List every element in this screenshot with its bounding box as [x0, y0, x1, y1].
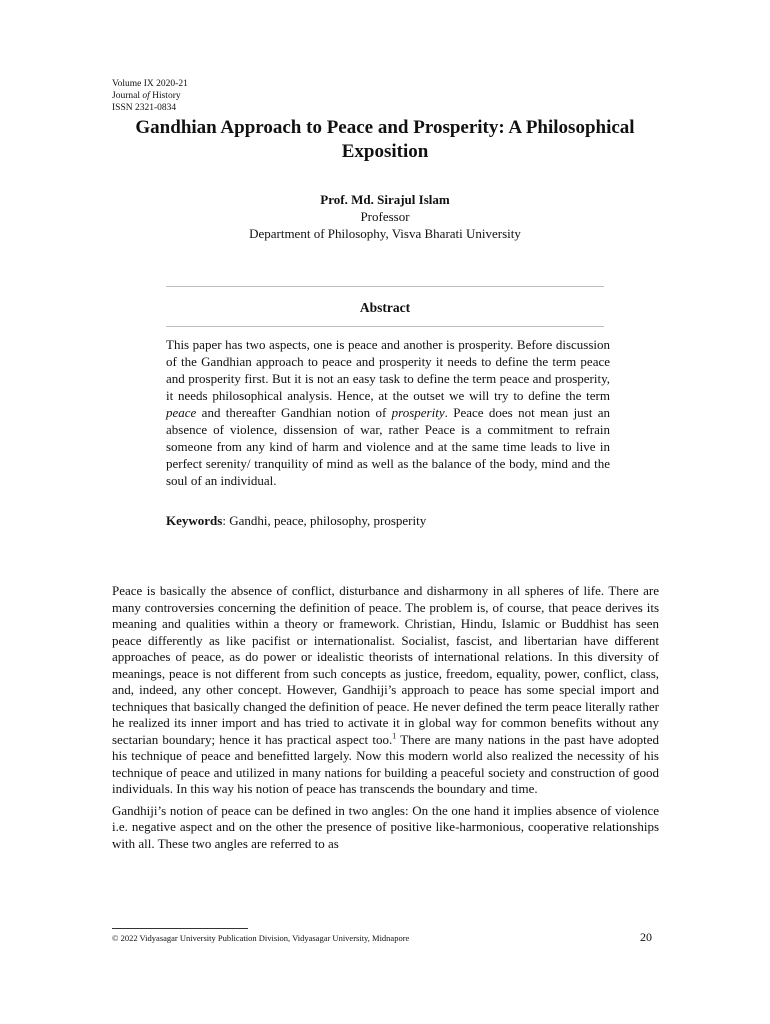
journal-of-text: of [142, 91, 150, 101]
footnote-ref[interactable]: 1 [392, 731, 397, 741]
abstract-heading: Abstract [359, 300, 411, 315]
footnote-rule [112, 928, 248, 929]
journal-name-text: History [149, 91, 181, 101]
journal-line [112, 90, 188, 102]
volume-line: Volume IX 2020-21 [112, 79, 188, 89]
paragraph-span: Peace is basically the absence of conflict, disturbance and disharmony in all spheres of life. There are many controversies concerning the definition of peace. The problem is, of course, that peace derives its meaning and qualities within a theory or framework. Christian, Hindu, Islamic or Buddhist has seen peace differently as like pacifist or internationalist. Socialist, fascist, and libertarian have different approaches of peace, as do power or idealistic theorists of international relations. In this diversity of meanings, peace is not different from such concepts as justice, freedom, equality, power, conflict, class, and, indeed, any other concept. However, Gandhiji’s approach to peace has some special import and techniques that basically changed the definition of peace. He never defined the term peace literally rather he realized its inner import and has tried to activate it in global way for common benefits without any sectarian boundary; hence it has practical aspect too. [112, 583, 659, 747]
keywords-line [166, 512, 610, 529]
footer-copyright: © 2022 Vidyasagar University Publication Division, Vidyasagar University, Midnapore [112, 933, 410, 943]
abstract-span: This paper has two aspects, one is peace and another is prosperity. Before discussion of the Gandhian approach to peace and prosperity it needs to define the term peace and prosperity first. But it is not an easy task to define the term peace and prosperity, it needs philosophical analysis. Hence, at the outset we will try to define the term [166, 337, 610, 403]
journal-text: Journal [112, 91, 143, 101]
paper-title: Gandhian Approach to Peace and Prosperity: A Philosophical Exposition [135, 117, 635, 162]
paragraph-span: There are many nations in the past have adopted his technique of peace and benefitted largely. Now this modern world also realized the necessity of his technique of peace and utilized in many nations for building a peaceful society and construction of good individuals. In this way his notion of peace has transcends the boundary and time. [112, 731, 659, 796]
author-affiliation: Department of Philosophy, Visva Bharati University [249, 226, 521, 241]
author-position: Professor [360, 209, 410, 224]
abstract-span: and thereafter Gandhian notion of [196, 405, 392, 420]
author-block [112, 191, 658, 242]
abstract-span: . Peace does not mean just an absence of violence, dissension of war, rather Peace is a commitment to refrain someone from any kind of harm and violence and at the same time leads to live in perfect serenity/ tranquility of mind as well as the balance of the body, mind and the soul of an individual. [166, 405, 610, 488]
issn-line: ISSN 2321-0834 [112, 103, 177, 113]
abstract-bottom-rule [166, 326, 604, 327]
body-text [112, 583, 659, 857]
keywords-text: : Gandhi, peace, philosophy, prosperity [222, 513, 427, 528]
abstract-em-prosperity: prosperity [391, 405, 445, 420]
abstract-em-peace: peace [166, 405, 197, 420]
paragraph-1 [112, 583, 659, 798]
abstract-top-rule [166, 286, 604, 287]
journal-meta [112, 78, 188, 114]
keywords-label: Keywords [166, 513, 223, 528]
author-name: Prof. Md. Sirajul Islam [320, 192, 450, 207]
abstract-text [166, 336, 610, 489]
paragraph-2: Gandhiji’s notion of peace can be defined in two angles: On the one hand it implies absence of violence i.e. negative aspect and on the other the presence of positive like-harmonious, cooperative relationships with all. These two angles are referred to as [112, 802, 659, 851]
page-number: 20 [640, 930, 652, 944]
